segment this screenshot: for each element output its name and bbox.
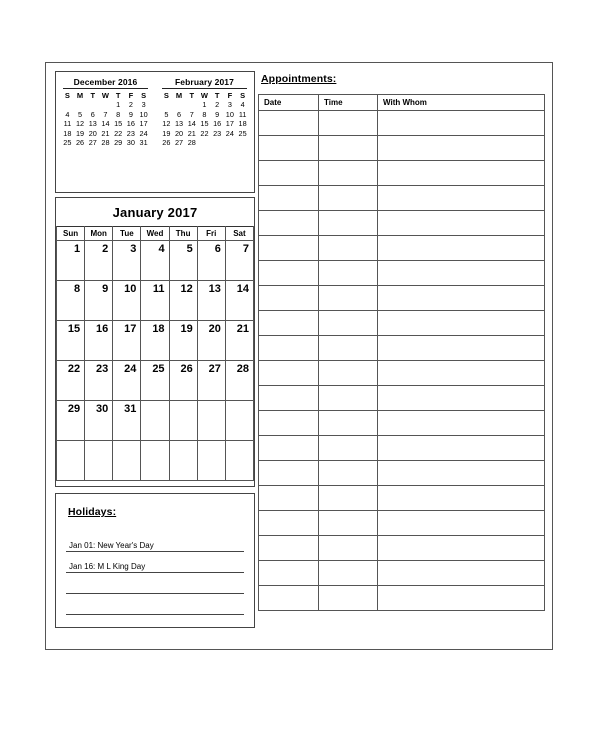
appointment-cell[interactable] [378,536,545,561]
main-month-panel [55,197,255,487]
month-day-cell[interactable]: 8 [57,281,85,321]
mini-day-cell: 20 [88,128,97,138]
month-day-cell[interactable]: 3 [113,241,141,281]
appointments-title: Appointments: [261,73,337,85]
mini-weekday-row [160,91,249,101]
appointments-column-header: With Whom [378,95,545,111]
month-week-row [57,321,254,361]
month-day-cell[interactable]: 21 [225,321,253,361]
mini-day-cell: 14 [187,119,196,129]
mini-day-cell: 13 [174,119,184,129]
mini-weekday-header: T [214,91,220,100]
table-row [259,186,545,211]
mini-day-cell: 9 [128,109,133,119]
mini-day-cell: 15 [200,119,209,129]
month-week-row [57,441,254,481]
mini-day-cell: 27 [88,138,97,148]
table-row [259,536,545,561]
mini-day-cell: 8 [202,109,207,119]
appointment-cell[interactable] [378,511,545,536]
appointment-cell[interactable] [378,461,545,486]
month-day-cell[interactable]: 24 [113,361,141,401]
month-day-cell[interactable]: 31 [113,401,141,441]
appointment-cell[interactable] [259,511,319,536]
table-row [259,561,545,586]
appointment-cell[interactable] [259,411,319,436]
month-day-cell[interactable]: 27 [197,361,225,401]
month-week-row [57,361,254,401]
month-day-cell[interactable]: 25 [141,361,169,401]
mini-day-cell: 9 [215,109,220,119]
mini-day-cell: 19 [75,128,85,138]
table-row [259,586,545,611]
mini-week-row [160,119,249,128]
month-day-cell[interactable]: 16 [85,321,113,361]
month-day-cell-empty[interactable] [169,401,197,441]
appointment-cell[interactable] [319,136,378,161]
mini-day-cell-empty [74,101,87,110]
mini-day-cell: 21 [101,128,110,138]
mini-day-cell: 8 [116,109,121,119]
appointment-cell[interactable] [319,186,378,211]
month-weekday-header: Wed [141,227,169,241]
mini-weekday-header: W [200,91,208,100]
appointment-cell[interactable] [259,536,319,561]
mini-day-cell-empty [224,138,237,147]
mini-day-cell: 6 [177,109,182,119]
mini-week-row [160,101,249,110]
mini-day-cell: 23 [213,128,222,138]
month-week-row [57,241,254,281]
appointment-cell[interactable] [259,111,319,136]
mini-weekday-header: T [115,91,121,100]
holiday-entry[interactable]: Jan 01: New Year's Day [66,531,244,552]
calendar-page [45,62,553,650]
month-weekday-header: Thu [169,227,197,241]
mini-calendars-panel [55,71,255,193]
mini-weekday-header: M [175,91,183,100]
appointment-cell[interactable] [259,336,319,361]
mini-day-cell: 5 [78,109,83,119]
mini-calendar-grid [61,91,150,148]
mini-weeks-body [61,101,150,148]
appointment-cell[interactable] [319,386,378,411]
month-weekday-header: Sun [57,227,85,241]
appointment-cell[interactable] [259,436,319,461]
mini-day-cell: 27 [174,138,184,148]
mini-day-cell: 12 [75,119,85,129]
mini-weekday-header: S [240,91,246,100]
month-day-cell-empty[interactable] [225,441,253,481]
month-day-cell-empty[interactable] [169,441,197,481]
appointment-cell[interactable] [378,261,545,286]
appointment-cell[interactable] [319,511,378,536]
appointment-cell[interactable] [319,211,378,236]
month-day-cell[interactable]: 9 [85,281,113,321]
appointment-cell[interactable] [319,361,378,386]
mini-week-row [61,101,150,110]
appointment-cell[interactable] [259,261,319,286]
table-row [259,411,545,436]
month-day-cell-empty[interactable] [141,441,169,481]
mini-calendar-grid [160,91,249,148]
appointment-cell[interactable] [319,286,378,311]
table-row [259,336,545,361]
month-day-cell[interactable]: 2 [85,241,113,281]
appointment-cell[interactable] [319,436,378,461]
month-day-cell[interactable]: 30 [85,401,113,441]
month-day-cell-empty[interactable] [85,441,113,481]
month-weekday-header: Fri [197,227,225,241]
month-day-cell[interactable]: 28 [225,361,253,401]
appointment-cell[interactable] [259,286,319,311]
month-day-cell-empty[interactable] [197,401,225,441]
table-row [259,311,545,336]
mini-week-row [61,110,150,119]
table-row [259,136,545,161]
mini-calendar-title: December 2016 [63,77,148,89]
mini-day-cell: 4 [65,109,70,119]
mini-day-cell: 10 [225,109,234,119]
mini-day-cell: 21 [187,128,196,138]
appointment-cell[interactable] [319,236,378,261]
appointments-body [259,111,545,611]
mini-day-cell: 2 [215,100,220,110]
appointment-cell[interactable] [259,136,319,161]
holidays-lines [66,531,244,615]
mini-day-cell: 3 [141,100,146,110]
mini-day-cell: 11 [238,109,247,119]
month-day-cell-empty[interactable] [113,441,141,481]
month-day-cell[interactable]: 7 [225,241,253,281]
mini-weekday-header: F [128,91,134,100]
mini-week-row [160,138,249,147]
month-day-cell-empty[interactable] [197,441,225,481]
month-day-cell[interactable]: 29 [57,401,85,441]
mini-day-cell-empty [99,101,112,110]
appointment-cell[interactable] [319,161,378,186]
mini-weekday-header: F [227,91,233,100]
mini-day-cell: 23 [126,128,135,138]
appointment-cell[interactable] [319,461,378,486]
mini-weekday-header: M [76,91,84,100]
month-weekday-header: Tue [113,227,141,241]
appointment-cell[interactable] [378,436,545,461]
mini-week-row [160,110,249,119]
mini-weekday-header: S [64,91,70,100]
table-row [259,111,545,136]
appointments-header-row [259,95,545,111]
appointment-cell[interactable] [319,336,378,361]
appointment-cell[interactable] [319,111,378,136]
mini-day-cell: 1 [202,100,207,110]
holidays-title: Holidays: [68,506,117,518]
mini-day-cell: 2 [128,100,133,110]
mini-day-cell-empty [160,101,173,110]
appointment-cell[interactable] [319,586,378,611]
mini-day-cell: 16 [213,119,222,129]
appointment-cell[interactable] [319,261,378,286]
mini-day-cell: 17 [139,119,148,129]
table-row [259,261,545,286]
mini-day-cell: 25 [63,138,72,148]
month-day-cell[interactable]: 20 [197,321,225,361]
mini-day-cell: 15 [114,119,123,129]
appointment-cell[interactable] [319,536,378,561]
mini-day-cell: 25 [238,128,247,138]
appointment-cell[interactable] [259,186,319,211]
appointment-cell[interactable] [259,586,319,611]
month-day-cell[interactable]: 23 [85,361,113,401]
mini-day-cell: 18 [238,119,247,129]
appointment-cell[interactable] [378,136,545,161]
mini-day-cell-empty [198,138,211,147]
mini-weekday-header: W [101,91,109,100]
mini-day-cell: 31 [139,138,148,148]
mini-day-cell: 7 [103,109,108,119]
month-title: January 2017 [112,205,198,220]
table-row [259,286,545,311]
mini-day-cell-empty [236,138,249,147]
mini-weekday-header: T [189,91,195,100]
mini-day-cell-empty [185,101,198,110]
appointment-cell[interactable] [378,561,545,586]
table-row [259,486,545,511]
mini-weeks-body [160,101,249,148]
month-weekday-header: Mon [85,227,113,241]
month-day-cell[interactable]: 4 [141,241,169,281]
appointment-cell[interactable] [378,111,545,136]
appointment-cell[interactable] [259,561,319,586]
mini-calendar-prev-month [56,76,155,192]
month-day-cell[interactable]: 26 [169,361,197,401]
month-day-cell[interactable]: 19 [169,321,197,361]
mini-weekday-header: S [141,91,147,100]
appointments-column-header: Time [319,95,378,111]
month-day-cell[interactable]: 17 [113,321,141,361]
month-day-cell[interactable]: 10 [113,281,141,321]
mini-day-cell: 17 [225,119,234,129]
mini-day-cell-empty [173,101,186,110]
holiday-blank-line[interactable] [66,594,244,615]
mini-day-cell: 24 [139,128,148,138]
mini-day-cell: 7 [189,109,194,119]
appointment-cell[interactable] [259,486,319,511]
month-day-cell-empty[interactable] [225,401,253,441]
appointment-cell[interactable] [378,586,545,611]
mini-day-cell: 12 [162,119,171,129]
mini-day-cell: 1 [116,100,121,110]
mini-day-cell: 28 [101,138,110,148]
mini-calendar-title: February 2017 [162,77,247,89]
month-day-cell[interactable]: 5 [169,241,197,281]
appointment-cell[interactable] [319,561,378,586]
month-week-row [57,401,254,441]
table-row [259,461,545,486]
table-row [259,236,545,261]
month-day-cell-empty[interactable] [141,401,169,441]
table-row [259,436,545,461]
appointment-cell[interactable] [378,161,545,186]
appointment-cell[interactable] [378,411,545,436]
holidays-panel [55,493,255,628]
appointment-cell[interactable] [259,236,319,261]
mini-weekday-header: S [163,91,169,100]
appointment-cell[interactable] [259,161,319,186]
mini-day-cell: 24 [225,128,234,138]
month-weekday-row [57,227,254,241]
appointment-cell[interactable] [378,336,545,361]
mini-day-cell: 29 [114,138,123,148]
appointment-cell[interactable] [259,311,319,336]
appointment-cell[interactable] [259,211,319,236]
right-column [258,71,545,611]
mini-day-cell: 18 [63,128,72,138]
month-day-cell-empty[interactable] [57,441,85,481]
mini-day-cell: 14 [101,119,110,129]
table-row [259,211,545,236]
mini-calendar-next-month [155,76,254,192]
table-row [259,361,545,386]
mini-day-cell: 22 [200,128,209,138]
month-day-cell[interactable]: 1 [57,241,85,281]
appointment-cell[interactable] [378,211,545,236]
month-weeks-body [57,241,254,481]
appointment-cell[interactable] [378,386,545,411]
mini-day-cell-empty [211,138,224,147]
appointment-cell[interactable] [378,236,545,261]
mini-day-cell: 11 [63,119,72,129]
month-day-cell[interactable]: 6 [197,241,225,281]
holiday-entry[interactable]: Jan 16: M L King Day [66,552,244,573]
mini-day-cell: 16 [126,119,135,129]
mini-day-cell: 13 [88,119,97,129]
mini-day-cell: 5 [164,109,169,119]
mini-day-cell: 22 [114,128,123,138]
mini-day-cell: 20 [174,128,184,138]
mini-day-cell: 19 [162,128,171,138]
mini-week-row [61,119,150,128]
table-row [259,386,545,411]
left-column [55,71,255,628]
table-row [259,161,545,186]
table-row [259,511,545,536]
mini-weekday-header: T [90,91,96,100]
month-day-cell[interactable]: 14 [225,281,253,321]
mini-day-cell-empty [86,101,99,110]
month-day-cell[interactable]: 15 [57,321,85,361]
mini-weekday-row [61,91,150,101]
appointments-column-header: Date [259,95,319,111]
appointments-table [258,94,545,611]
month-day-cell[interactable]: 12 [169,281,197,321]
appointment-cell[interactable] [378,361,545,386]
mini-day-cell-empty [61,101,74,110]
mini-day-cell: 28 [187,138,196,148]
appointment-cell[interactable] [259,386,319,411]
mini-day-cell: 3 [227,100,232,110]
mini-week-row [160,129,249,138]
appointment-cell[interactable] [259,461,319,486]
mini-day-cell: 26 [75,138,85,148]
appointment-cell[interactable] [259,361,319,386]
appointment-cell[interactable] [378,486,545,511]
appointment-cell[interactable] [319,486,378,511]
holiday-blank-line[interactable] [66,573,244,594]
month-grid [56,226,254,481]
mini-day-cell: 4 [240,100,245,110]
mini-day-cell: 30 [126,138,135,148]
mini-week-row [61,138,150,147]
month-day-cell[interactable]: 11 [141,281,169,321]
appointment-cell[interactable] [378,286,545,311]
mini-day-cell: 6 [90,109,95,119]
appointment-cell[interactable] [319,311,378,336]
appointment-cell[interactable] [319,411,378,436]
month-week-row [57,281,254,321]
mini-week-row [61,129,150,138]
month-weekday-header: Sat [225,227,253,241]
mini-day-cell: 10 [139,109,148,119]
month-day-cell[interactable]: 22 [57,361,85,401]
month-day-cell[interactable]: 18 [141,321,169,361]
mini-day-cell: 26 [162,138,171,148]
appointment-cell[interactable] [378,311,545,336]
month-day-cell[interactable]: 13 [197,281,225,321]
appointment-cell[interactable] [378,186,545,211]
